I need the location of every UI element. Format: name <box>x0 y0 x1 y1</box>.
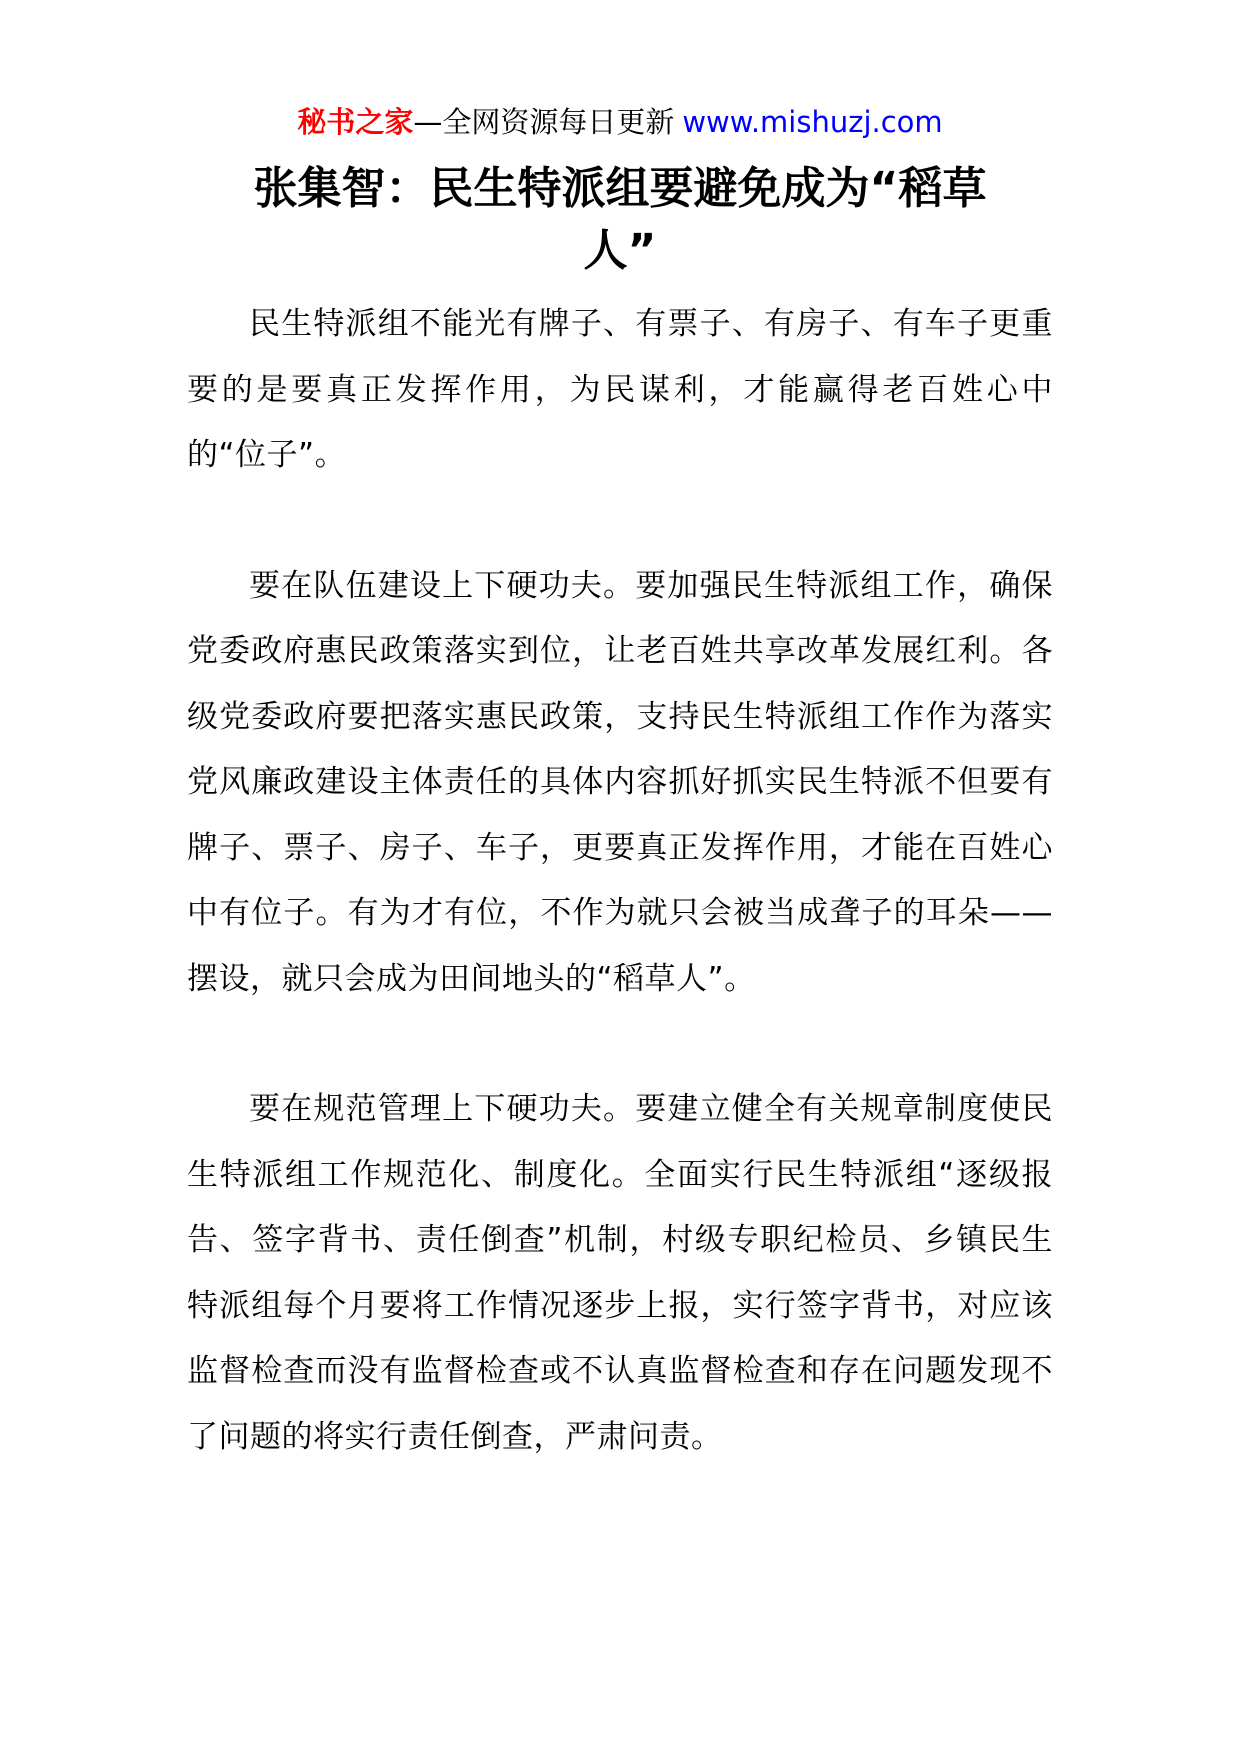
site-tagline: —全网资源每日更新 <box>413 105 675 139</box>
document-body <box>187 292 1053 1470</box>
site-url-link[interactable]: www.mishuzj.com <box>682 105 943 139</box>
paragraph-3: 要在规范管理上下硬功夫。要建立健全有关规章制度使民生特派组工作规范化、制度化。全面实行民生特派组“逐级报告、签字背书、责任倒查”机制，村级专职纪检员、乡镇民生特派组每个月要将工作情况逐步上报，实行签字背书，对应该监督检查而没有监督检查或不认真监督检查和存在问题发现不了问题的将实行责任倒查，严肃问责。 <box>187 1091 1053 1455</box>
paragraph-1: 民生特派组不能光有牌子、有票子、有房子、有车子更重要的是要真正发挥作用，为民谋利，才能赢得老百姓心中的“位子”。 <box>187 306 1053 473</box>
site-name: 秘书之家 <box>297 105 414 139</box>
site-header <box>187 100 1053 144</box>
paragraph-2: 要在队伍建设上下硬功夫。要加强民生特派组工作，确保党委政府惠民政策落实到位，让老百姓共享改革发展红利。各级党委政府要把落实惠民政策，支持民生特派组工作作为落实党风廉政建设主体责任的具体内容抓好抓实民生特派不但要有牌子、票子、房子、车子，更要真正发挥作用，才能在百姓心中有位子。有为才有位，不作为就只会被当成聋子的耳朵——摆设，就只会成为田间地头的“稻草人”。 <box>187 567 1053 997</box>
document-page <box>187 100 1053 1470</box>
document-title: 张集智：民生特派组要避免成为“稻草人” <box>253 163 987 276</box>
